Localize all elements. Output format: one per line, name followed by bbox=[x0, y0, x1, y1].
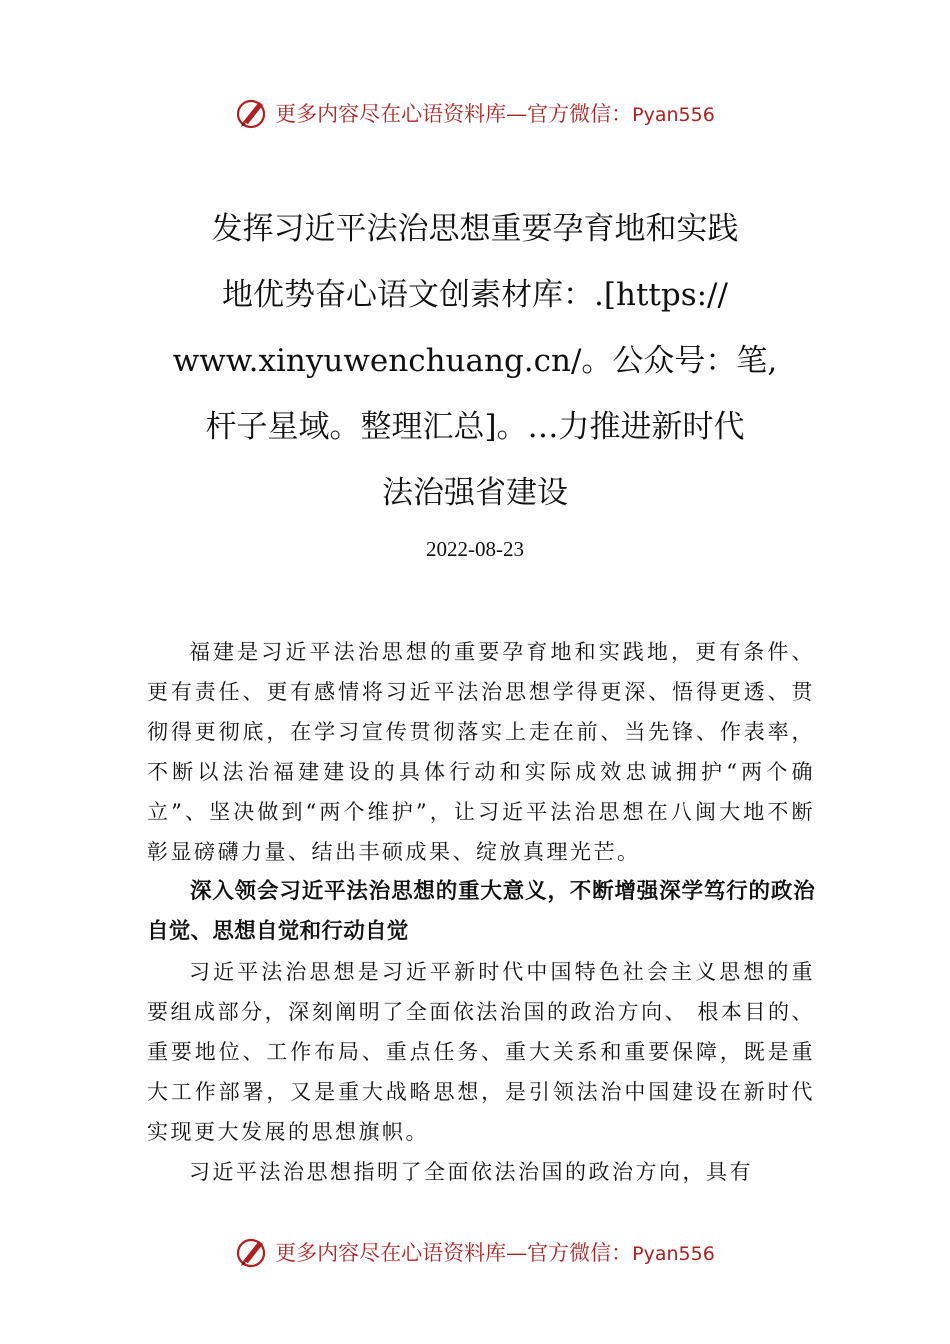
banner-text: 更多内容尽在心语资料库—官方微信：Pyan556 bbox=[275, 102, 715, 126]
pen-logo-icon bbox=[235, 1235, 269, 1269]
section-heading: 深入领会习近平法治思想的重大意义，不断增强深学笃行的政治自觉、思想自觉和行动自觉 bbox=[147, 879, 815, 944]
title-line: www.xinyuwenchuang.cn/。公众号：笔, bbox=[172, 343, 778, 379]
paragraph: 习近平法治思想指明了全面依法治国的政治方向，具有 bbox=[189, 1160, 753, 1184]
pen-logo-icon bbox=[235, 96, 269, 130]
paragraph: 习近平法治思想是习近平新时代中国特色社会主义思想的重要组成部分，深刻阐明了全面依法治国的政治方向、 根本目的、重要地位、工作布局、重点任务、重大关系和重要保障，既是重大工作部署，又是重大战略思想，是引领法治中国建设在新时代实现更大发展的思想旗帜。 bbox=[147, 960, 815, 1144]
title-line: 地优势奋心语文创素材库：.[https:// bbox=[222, 277, 728, 313]
title-line: 杆子星域。整理汇总]。…力推进新时代 bbox=[205, 409, 745, 445]
title-line: 发挥习近平法治思想重要孕育地和实践 bbox=[211, 211, 739, 247]
header-banner bbox=[0, 93, 950, 133]
banner-text: 更多内容尽在心语资料库—官方微信：Pyan556 bbox=[275, 1241, 715, 1265]
document-title bbox=[150, 196, 800, 526]
publish-date: 2022-08-23 bbox=[426, 537, 524, 561]
article-body bbox=[147, 632, 815, 1192]
title-line: 法治强省建设 bbox=[382, 475, 568, 511]
paragraph: 福建是习近平法治思想的重要孕育地和实践地，更有条件、更有责任、更有感情将习近平法治思想学得更深、悟得更透、贯彻得更彻底，在学习宣传贯彻落实上走在前、当先锋、作表率，不断以法治福建建设的具体行动和实际成效忠诚拥护“两个确立”、坚决做到“两个维护”，让习近平法治思想在八闽大地不断彰显磅礴力量、结出丰硕成果、绽放真理光芒。 bbox=[147, 640, 815, 864]
footer-banner bbox=[0, 1232, 950, 1272]
